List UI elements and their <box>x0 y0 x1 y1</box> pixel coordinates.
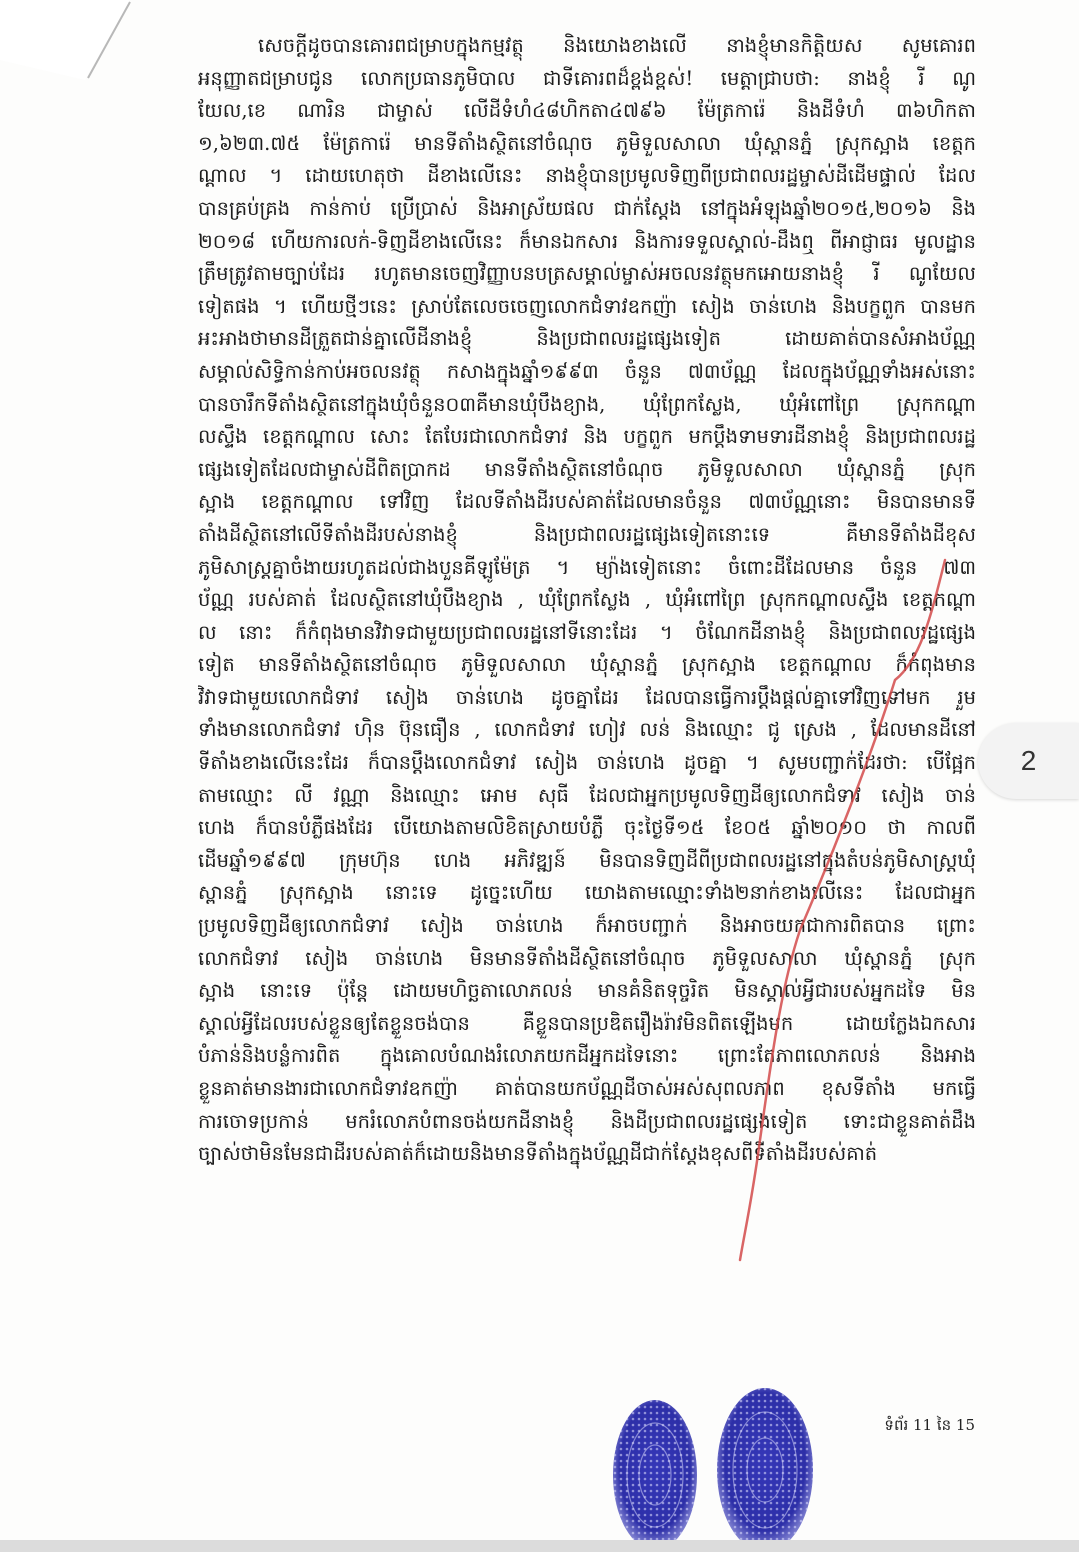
text-line: ស្ពានភ្នំ ស្រុកស្អាង នោះទេ ដូច្នេះហើយ យោងតាមឈ្មោះទាំង២នាក់ខាងលើនេះ ដែលជាអ្នក <box>198 881 976 905</box>
text-line: សម្គាល់សិទ្ធិកាន់កាប់អចលនវត្ថុ កសាងក្នុងឆ្នាំ១៩៩៣ ចំនួន ៧៣ប័ណ្ណ ដែលក្នុងប័ណ្ណទាំងអស់នោះ <box>198 359 976 383</box>
bottom-margin <box>0 1540 1079 1552</box>
text-line: ១,៦២៣.៧៥ ម៉ែត្រការ៉េ មានទីតាំងស្ថិតនៅចំណុច ភូមិទួលសាលា ឃុំស្ពានភ្នំ ស្រុកស្អាង ខេត្តក <box>198 131 976 155</box>
text-line: អនុញ្ញាតជម្រាបជូន លោកប្រធានភូមិបាល ជាទីគោរពដ៏ខ្ពង់ខ្ពស់! មេត្តាជ្រាបថា: នាងខ្ញុំ រី ណូ <box>198 66 976 90</box>
text-line: បានគ្រប់គ្រង កាន់កាប់ ប្រើប្រាស់ និងអាស្រ័យផល ជាក់ស្តែង នៅក្នុងអំឡុងឆ្នាំ២០១៥,២០១៦ និង <box>198 196 976 220</box>
text-line: ប្រមូលទិញដីឲ្យលោកជំទាវ សៀង ចាន់ហេង ក៏អាចបញ្ជាក់ និងអាចយកជាការពិតបាន ព្រោះ <box>198 914 976 938</box>
page-fold-shadow <box>0 0 200 90</box>
text-line: ដើមឆ្នាំ១៩៩៧ ក្រុមហ៊ុន ហេង អភិវឌ្ឍន៍ មិនបានទិញដីពីប្រជាពលរដ្ឋនៅក្នុងតំបន់ភូមិសាស្ត្រឃុំ <box>198 848 976 872</box>
text-line: ហេង ក៏បានបំភ្លឺផងដែរ បើយោងតាមលិខិតស្រាយបំភ្លឺ ចុះថ្ងៃទី១៥ ខែ០៥ ឆ្នាំ២០១០ ថា កាលពី <box>198 816 976 840</box>
text-line: ទៀតផង ។ ហើយថ្មីៗនេះ ស្រាប់តែលេចចេញលោកជំទាវឧកញ៉ា សៀង ចាន់ហេង និងបក្ខពួក បានមក <box>198 294 976 318</box>
text-line: ត្រឹមត្រូវតាមច្បាប់ដែរ រហូតមានចេញវិញ្ញាបនបត្រសម្គាល់ម្ចាស់អចលនវត្ថុមកអោយនាងខ្ញុំ រី ណូយែល <box>198 262 976 286</box>
text-line: ខ្លួនគាត់មានងារជាលោកជំទាវឧកញ៉ា គាត់បានយកប័ណ្ណដីចាស់អស់សុពលភាព ខុសទីតាំង មកធ្វើ <box>198 1077 976 1100</box>
thumbprint-marks <box>600 1380 830 1540</box>
text-line: ភូមិសាស្ត្រគ្នាចំងាយរហូតដល់ជាងបួនគីឡូម៉ែត្រ ។ ម្យ៉ាងទៀតនោះ ចំពោះដីដែលមាន ចំនួន ៧៣ <box>198 555 976 579</box>
text-line: បានចារឹកទីតាំងស្ថិតនៅក្នុងឃុំចំនួន០៣គឺមានឃុំបឹងខ្យាង, ឃុំព្រែកស្លែង, ឃុំអំពៅព្រៃ ស្រុកកណ្តា <box>198 392 976 416</box>
text-line: លោកជំទាវ សៀង ចាន់ហេង មិនមានទីតាំងដីស្ថិតនៅចំណុច ភូមិទួលសាលា ឃុំស្ពានភ្នំ ស្រុក <box>198 946 976 970</box>
left-thumbprint <box>613 1400 697 1540</box>
text-line: វិវាទជាមួយលោកជំទាវ សៀង ចាន់ហេង ដូចគ្នាដែរ ដែលបានធ្វើការប្តឹងផ្តល់គ្នាទៅវិញទៅមក រួម <box>198 685 976 709</box>
page-number: ទំព័រ 11 នៃ 15 <box>884 1416 975 1434</box>
text-line: ទាំងមានលោកជំទាវ ហ៊ិន ប៊ុនធឿន , លោកជំទាវ ហៀវ លន់ និងឈ្មោះ ជូ ស្រេង , ដែលមានដីនៅ <box>198 718 976 742</box>
page-indicator-badge[interactable] <box>978 723 1079 799</box>
text-line: ទីតាំងខាងលើនេះដែរ ក៏បានប្តឹងលោកជំទាវ សៀង ចាន់ហេង ដូចគ្នា ។ សូមបញ្ជាក់ដែរថា: បើផ្អែក <box>198 751 976 775</box>
text-line: ណ្តាល ។ ដោយហេតុថា ដីខាងលើនេះ នាងខ្ញុំបានប្រមូលទិញពីប្រជាពលរដ្ឋម្ចាស់ដីដើមផ្ទាល់ ដែល <box>198 164 976 188</box>
text-line: ២០១៨ ហើយការលក់-ទិញដីខាងលើនេះ ក៏មានឯកសារ និងការទទួលស្គាល់-ដឹងឮ ពីអាជ្ញាធរ មូលដ្ឋាន <box>198 229 976 253</box>
text-line: ទៀត មានទីតាំងស្ថិតនៅចំណុច ភូមិទួលសាលា ឃុំស្ពានភ្នំ ស្រុកស្អាង ខេត្តកណ្តាល ក៏កំពុងមាន <box>198 653 976 677</box>
letter-body <box>198 30 976 1171</box>
text-line: ច្បាស់ថាមិនមែនជាដីរបស់គាត់ក៏ដោយនិងមានទីតាំងក្នុងប័ណ្ណដីជាក់ស្តែងខុសពីទីតាំងដីរបស់គាត់ <box>198 1142 878 1166</box>
text-line: យែល,ខេ ណារិន ជាម្ចាស់ លើដីទំហំ៤៨ហិកតា៤៧៩៦ ម៉ែត្រការ៉េ និងដីទំហំ ៣៦ហិកតា <box>198 99 976 123</box>
text-line: ផ្សេងទៀតដែលជាម្ចាស់ដីពិតប្រាកដ មានទីតាំងស្ថិតនៅចំណុច ភូមិទួលសាលា ឃុំស្ពានភ្នំ ស្រុក <box>198 457 976 481</box>
text-line: ស្អាង ខេត្តកណ្តាល ទៅវិញ ដែលទីតាំងដីរបស់គាត់ដែលមានចំនួន ៧៣ប័ណ្ណនោះ មិនបានមានទី <box>198 490 976 514</box>
text-line: លស្ទឹង ខេត្តកណ្តាល សោះ តែបែរជាលោកជំទាវ និង បក្ខពួក មកប្តឹងទាមទារដីនាងខ្ញុំ និងប្រជាពលរដ្ឋ <box>198 425 976 449</box>
text-line: ការចោទប្រកាន់ មករំលោភបំពានចង់យកដីនាងខ្ញុំ និងដីប្រជាពលរដ្ឋផ្សេងទៀត ទោះជាខ្លួនគាត់ដឹង <box>198 1109 976 1133</box>
text-line: ល នោះ ក៏កំពុងមានវិវាទជាមួយប្រជាពលរដ្ឋនៅទីនោះដែរ ។ ចំណែកដីនាងខ្ញុំ និងប្រជាពលរដ្ឋផ្សេង <box>198 620 976 644</box>
text-line: តាំងដីស្ថិតនៅលើទីតាំងដីរបស់នាងខ្ញុំ និងប្រជាពលរដ្ឋផ្សេងទៀតនោះទេ គឺមានទីតាំងដីខុស <box>198 522 976 546</box>
right-thumbprint <box>717 1388 813 1540</box>
text-line: បំភាន់និងបន្លំការពិត ក្នុងគោលបំណងរំលោភយកដីអ្នកដទៃនោះ ព្រោះតែភាពលោភលន់ និងអាង <box>198 1044 976 1068</box>
text-line: សេចក្តីដូចបានគោរពជម្រាបក្នុងកម្មវត្ថុ និងយោងខាងលើ នាងខ្ញុំមានកិត្តិយស សូមគោរព <box>258 34 976 57</box>
page-indicator-value: 2 <box>1020 745 1037 776</box>
text-line: តាមឈ្មោះ លី វណ្ណា និងឈ្មោះ អោម សុធី ដែលជាអ្នកប្រមូលទិញដីឲ្យលោកជំទាវ សៀង ចាន់ <box>198 783 976 807</box>
text-line: អះអាងថាមានដីត្រួតជាន់គ្នាលើដីនាងខ្ញុំ និងប្រជាពលរដ្ឋផ្សេងទៀត ដោយគាត់បានសំអាងប័ណ្ណ <box>198 327 976 351</box>
text-line: ស្អាង នោះទេ ប៉ុន្តែ ដោយមហិច្ឆតាលោភលន់ មានគំនិតទុច្ចរិត មិនស្គាល់អ្វីជារបស់អ្នកដទៃ មិន <box>198 979 976 1003</box>
text-line: ស្គាល់អ្វីដែលរបស់ខ្លួនឲ្យតែខ្លួនចង់បាន គឺខ្លួនបានប្រឌិតរឿងរ៉ាវមិនពិតឡើងមក ដោយក្លែងឯកសារ <box>198 1011 976 1035</box>
text-line: ប័ណ្ណ របស់គាត់ ដែលស្ថិតនៅឃុំបឹងខ្យាង , ឃុំព្រែកស្លែង , ឃុំអំពៅព្រៃ ស្រុកកណ្តាលស្ទឹង ខេត្តកណ្តា <box>198 588 976 612</box>
